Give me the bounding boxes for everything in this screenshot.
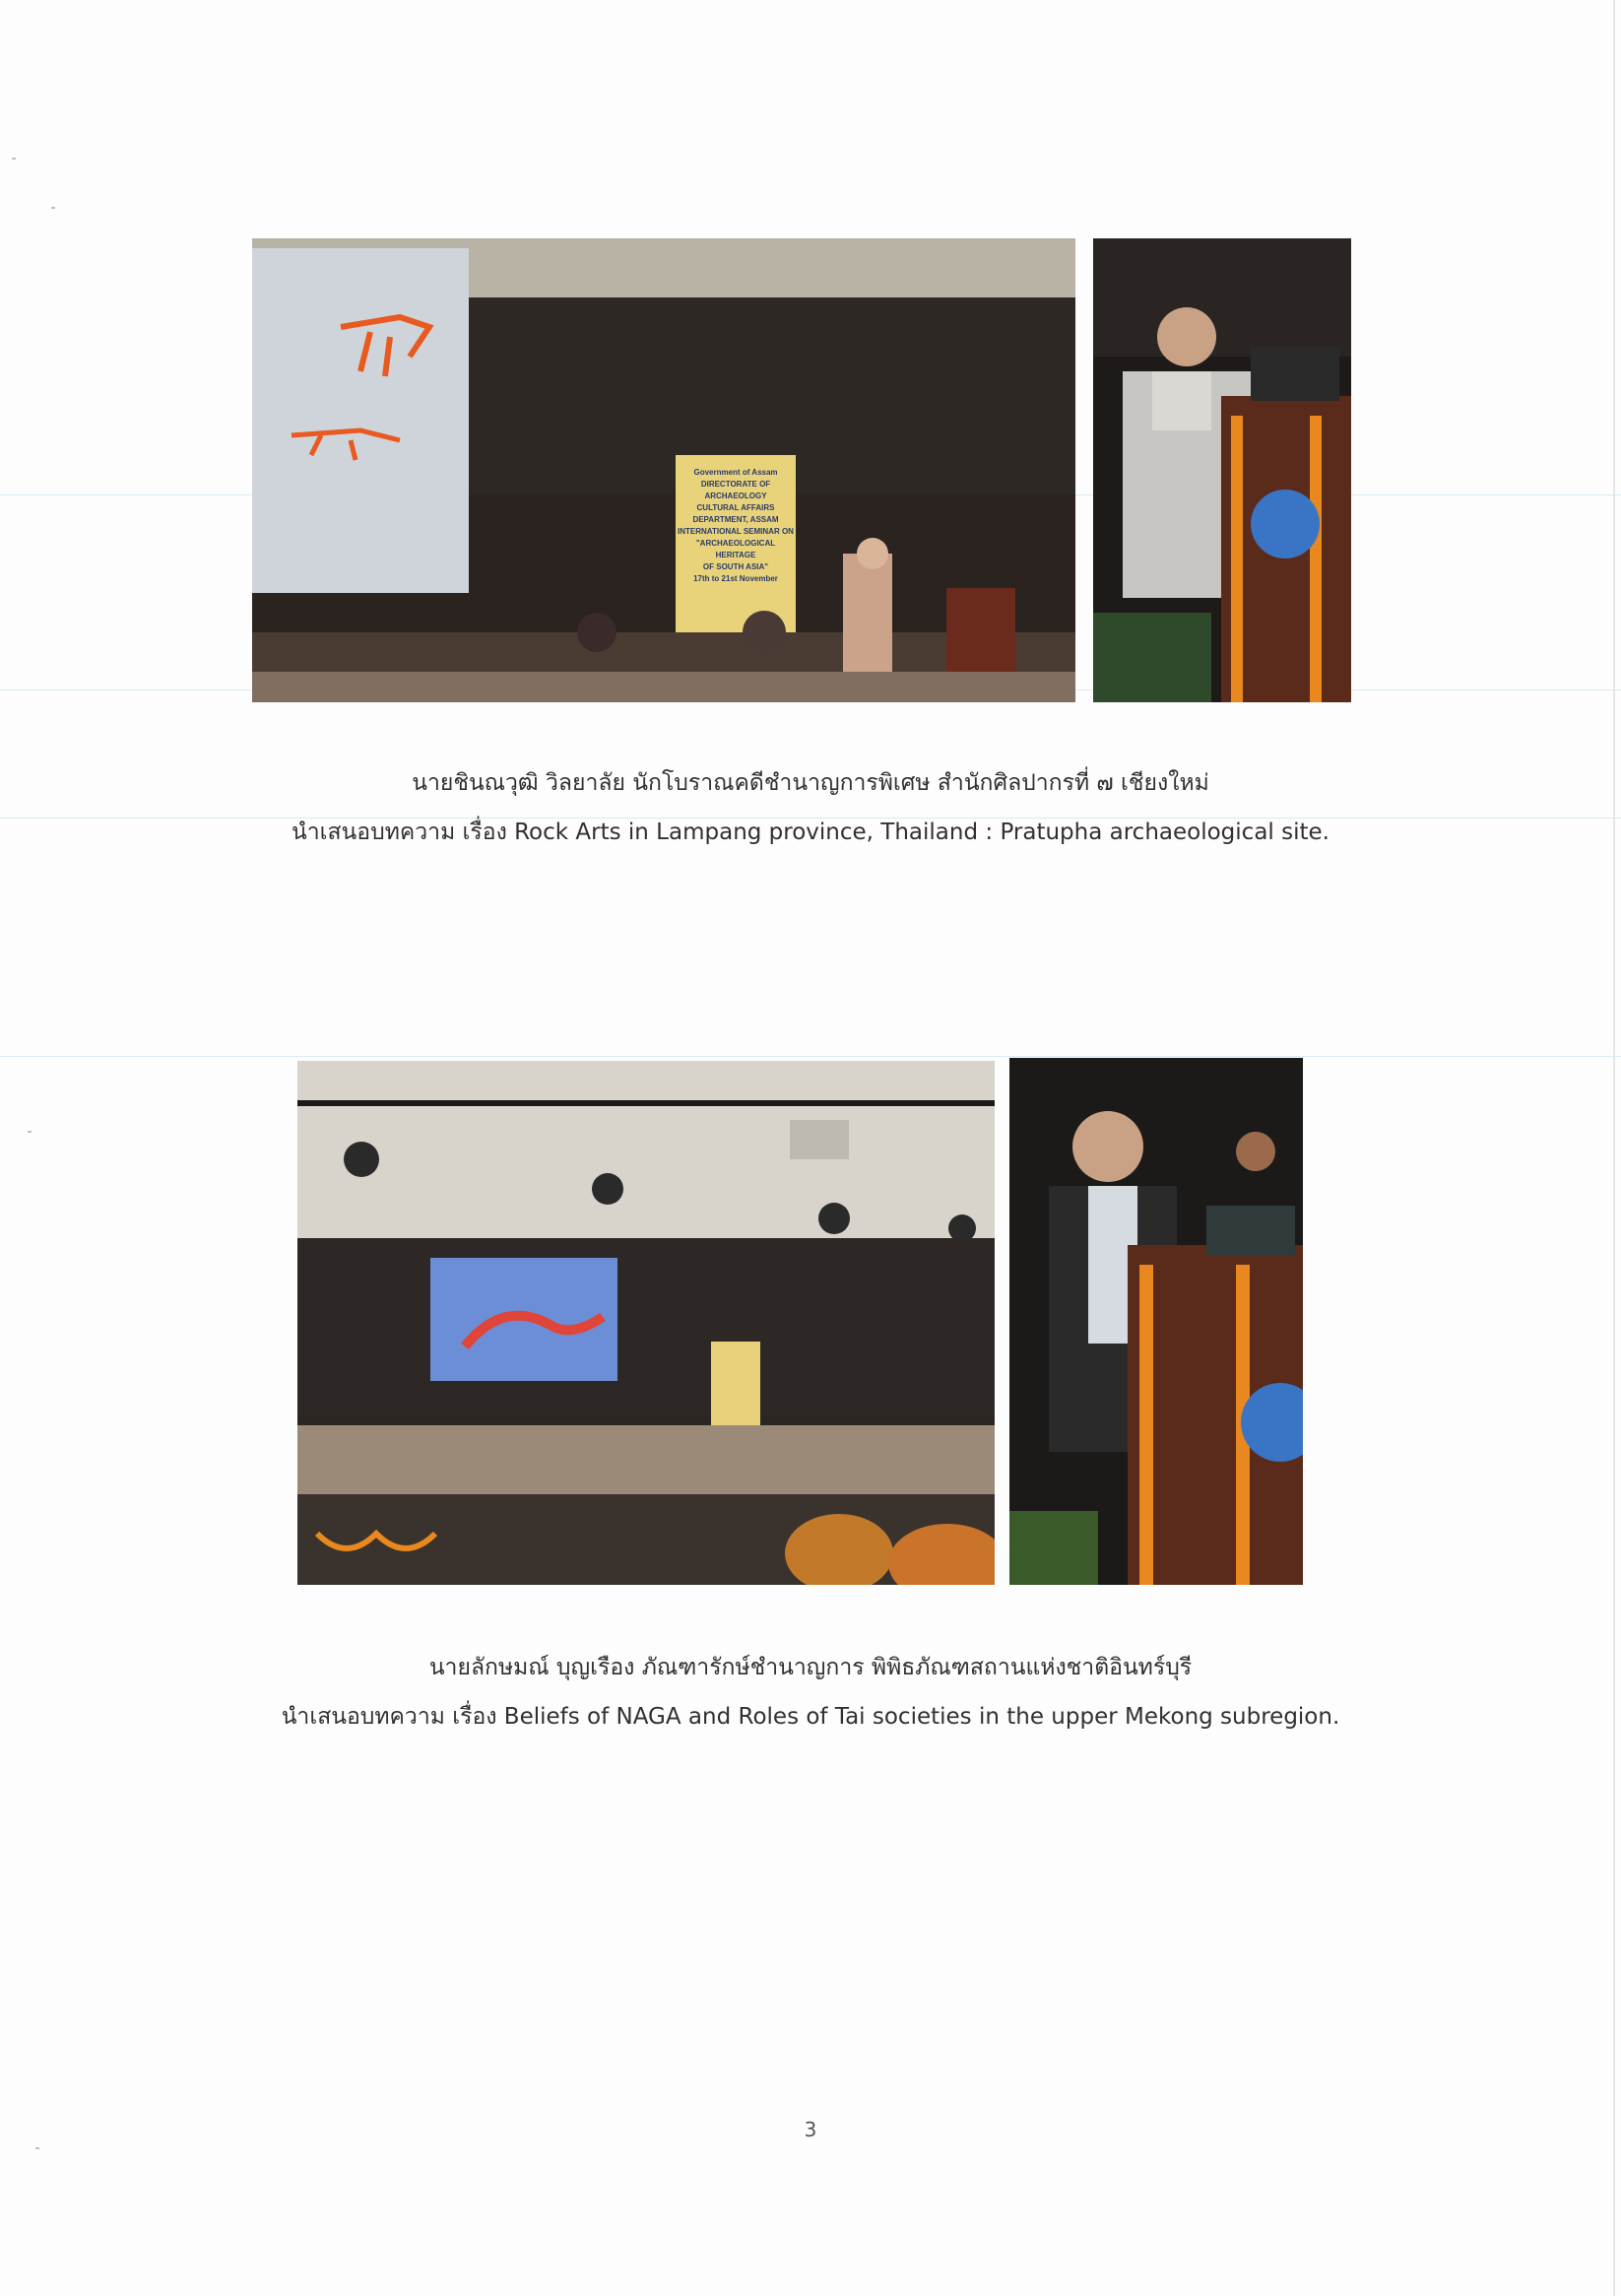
photo-speaker-2 xyxy=(1009,1058,1303,1585)
caption-presenter-line: นายชินณวุฒิ วิลยาลัย นักโบราณคดีชำนาญการพิเศษ สำนักศิลปากรที่ ๗ เชียงใหม่ xyxy=(412,770,1209,796)
scan-speck xyxy=(12,158,16,160)
scan-speck xyxy=(51,207,55,209)
poster-line: "ARCHAEOLOGICAL HERITAGE xyxy=(695,539,776,559)
photo-seminar-hall-1 xyxy=(252,238,1075,702)
caption-section-2 xyxy=(0,1643,1621,1741)
poster-line: 17th to 21st November xyxy=(693,574,778,583)
poster-line: INTERNATIONAL SEMINAR ON xyxy=(678,527,794,536)
caption-presenter-line: นายลักษมณ์ บุญเรือง ภัณฑารักษ์ชำนาญการ พิพิธภัณฑสถานแห่งชาติอินทร์บุรี xyxy=(428,1655,1193,1680)
caption-title-line: นำเสนอบทความ เรื่อง Beliefs of NAGA and Roles of Tai societies in the upper Mekong subregion. xyxy=(281,1704,1340,1730)
poster-line: CULTURAL AFFAIRS DEPARTMENT, ASSAM xyxy=(692,503,779,524)
poster-line: DIRECTORATE OF ARCHAEOLOGY xyxy=(700,480,771,500)
scan-edge xyxy=(1613,0,1615,2296)
caption-section-1 xyxy=(0,758,1621,857)
caption-title-line: นำเสนอบทความ เรื่อง Rock Arts in Lampang province, Thailand : Pratupha archaeological site. xyxy=(292,820,1329,845)
scan-speck xyxy=(28,1131,32,1133)
page-number: 3 xyxy=(804,2118,817,2141)
photo-speaker-1 xyxy=(1093,238,1351,702)
scan-line xyxy=(0,1056,1621,1057)
poster-line: OF SOUTH ASIA" xyxy=(702,562,769,571)
poster-line: Government of Assam xyxy=(693,468,778,477)
photo-seminar-hall-2 xyxy=(297,1061,995,1585)
scan-speck xyxy=(35,2147,39,2149)
